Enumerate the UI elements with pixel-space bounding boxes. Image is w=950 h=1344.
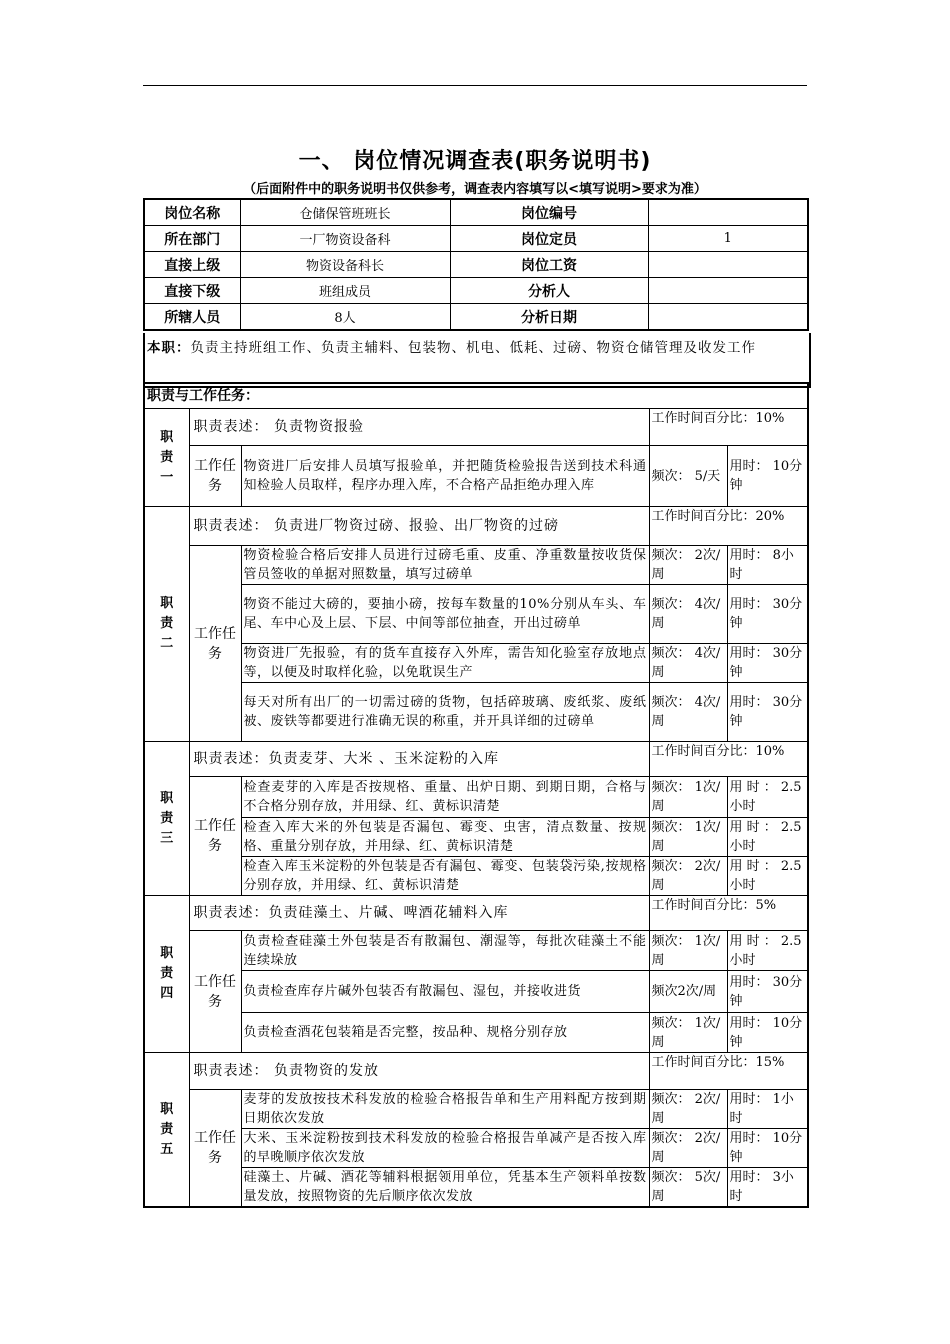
duty-name (144, 742, 189, 896)
work-task-label: 工作任务 (189, 546, 241, 742)
task-time: 用 时 ： 2.5小时 (727, 931, 808, 971)
task-description: 物资进厂先报验，有的货车直接存入外库，需告知化验室存放地点等，以便及时取样化验，以免耽误生产 (241, 644, 649, 683)
duty-name (144, 507, 189, 742)
page-subtitle: （后面附件中的职务说明书仅供参考，调查表内容填写以<填写说明>要求为准） (243, 182, 707, 197)
duty-statement: 职责表述：负责麦芽、大米 、玉米淀粉的入库 (189, 742, 649, 777)
task-time: 用时： 30分钟 (727, 971, 808, 1013)
task-time: 用时： 3小时 (727, 1168, 808, 1208)
task-description: 每天对所有出厂的一切需过磅的货物，包括碎玻璃、废纸浆、废纸被、废铁等都要进行准确无误的称重，并开具详细的过磅单 (241, 683, 649, 742)
duty-name (144, 896, 189, 1053)
task-time: 用时： 30分钟 (727, 644, 808, 683)
post-no-label: 岗位编号 (450, 199, 648, 226)
superior-value: 物资设备科长 (240, 252, 450, 278)
work-task-label: 工作任务 (189, 931, 241, 1053)
info-table (143, 198, 809, 331)
duty-name-char: 职 (160, 596, 174, 611)
task-time: 用 时 ： 2.5小时 (727, 777, 808, 818)
staffing-value: 1 (648, 226, 808, 252)
duty-name-char: 一 (160, 469, 174, 485)
duty-name-char: 责 (160, 966, 174, 981)
task-description: 负责检查硅藻土外包装是否有散漏包、潮湿等，每批次硅藻土不能连续垛放 (241, 931, 649, 971)
post-no-value (648, 199, 808, 226)
duty-name-char: 职 (160, 429, 174, 445)
task-time: 用时： 10分钟 (727, 1013, 808, 1053)
dept-label: 所在部门 (144, 226, 240, 252)
duty-section-header: 职责与工作任务： (144, 383, 808, 409)
task-description: 检查入库玉米淀粉的外包装是否有漏包、霉变、包装袋污染,按规格分别存放，并用绿、红、黄标识清楚 (241, 857, 649, 896)
task-description: 检查入库大米的外包装是否漏包、霉变、虫害，清点数量、按规格、重量分别存放，并用绿、红、黄标识清楚 (241, 818, 649, 857)
duty-name-char: 责 (160, 810, 174, 826)
analyst-value (648, 278, 808, 304)
task-description: 负责检查库存片碱外包装否有散漏包、湿包，并接收进货 (241, 971, 649, 1013)
duty-name-char: 五 (160, 1141, 174, 1157)
task-frequency: 频次： 1次/周 (649, 1013, 727, 1053)
duty-statement: 职责表述：负责硅藻土、片碱、啤酒花辅料入库 (189, 896, 649, 931)
work-task-label: 工作任务 (189, 1090, 241, 1208)
duty-name-char: 责 (160, 449, 174, 465)
task-description: 大米、玉米淀粉按到技术科发放的检验合格报告单减产是否按入库的早晚顺序依次发放 (241, 1129, 649, 1168)
work-time-percent: 工作时间百分比：15% (649, 1053, 808, 1090)
task-description: 麦芽的发放按技术科发放的检验合格报告单和生产用料配方按到期日期依次发放 (241, 1090, 649, 1129)
date-value (648, 304, 808, 331)
duty-name-char: 职 (160, 1101, 174, 1117)
task-description: 检查麦芽的入库是否按规格、重量、出炉日期、到期日期，合格与不合格分别存放，并用绿、红、黄标识清楚 (241, 777, 649, 818)
dept-value: 一厂物资设备科 (240, 226, 450, 252)
main-duty (143, 333, 811, 388)
work-time-percent: 工作时间百分比：5% (649, 896, 808, 931)
task-time: 用 时 ： 2.5小时 (727, 818, 808, 857)
staffing-label: 岗位定员 (450, 226, 648, 252)
task-description: 物资不能过大磅的，要抽小磅，按每车数量的10%分别从车头、车尾、车中心及上层、下层、中间等部位抽查，开出过磅单 (241, 585, 649, 644)
superior-label: 直接上级 (144, 252, 240, 278)
analyst-label: 分析人 (450, 278, 648, 304)
page-title: 一、 岗位情况调查表(职务说明书) (298, 149, 652, 174)
task-time: 用时： 8小时 (727, 546, 808, 585)
task-frequency: 频次： 1次/周 (649, 931, 727, 971)
duty-name-char: 责 (160, 1121, 174, 1137)
task-frequency: 频次： 2次/周 (649, 546, 727, 585)
task-time: 用时： 30分钟 (727, 585, 808, 644)
salary-value (648, 252, 808, 278)
date-label: 分析日期 (450, 304, 648, 331)
task-frequency: 频次： 2次/周 (649, 1129, 727, 1168)
duty-name-char: 责 (160, 616, 174, 631)
task-frequency: 频次： 4次/ 周 (649, 644, 727, 683)
staff-label: 所辖人员 (144, 304, 240, 331)
task-frequency: 频次： 4次/ 周 (649, 585, 727, 644)
main-duty-label: 本职： (147, 340, 191, 356)
duty-name-char: 职 (160, 790, 174, 806)
task-frequency: 频次： 1次/周 (649, 818, 727, 857)
duty-name-char: 四 (160, 986, 174, 1001)
task-frequency: 频次： 4次/ 周 (649, 683, 727, 742)
task-time: 用时： 1小时 (727, 1090, 808, 1129)
work-task-label: 工作任务 (189, 777, 241, 896)
task-frequency: 频次： 5次/周 (649, 1168, 727, 1208)
task-description: 物资进厂后安排人员填写报验单，并把随货检验报告送到技术科通知检验人员取样，程序办理入库，不合格产品拒绝办理入库 (241, 446, 649, 507)
task-description: 硅藻土、片碱、酒花等辅料根据领用单位，凭基本生产领料单按数量发放，按照物资的先后顺序依次发放 (241, 1168, 649, 1208)
task-time: 用 时 ： 2.5小时 (727, 857, 808, 896)
duty-name (144, 1053, 189, 1208)
task-frequency: 频次2次/周 (649, 971, 727, 1013)
task-description: 负责检查酒花包装箱是否完整，按品种、规格分别存放 (241, 1013, 649, 1053)
work-time-percent: 工作时间百分比：10% (649, 742, 808, 777)
task-time: 用时： 10分钟 (727, 446, 808, 507)
work-time-percent: 工作时间百分比：10% (649, 409, 808, 446)
duty-statement: 职责表述： 负责物资报验 (189, 409, 649, 446)
duty-name-char: 职 (160, 946, 174, 961)
subordinate-value: 班组成员 (240, 278, 450, 304)
work-time-percent: 工作时间百分比：20% (649, 507, 808, 546)
task-frequency: 频次： 1次/周 (649, 777, 727, 818)
post-name-value: 仓储保管班班长 (240, 199, 450, 226)
post-name-label: 岗位名称 (144, 199, 240, 226)
task-frequency: 频次： 2次/周 (649, 1090, 727, 1129)
duty-table (143, 382, 809, 1208)
task-description: 物资检验合格后安排人员进行过磅毛重、皮重、净重数量按收货保管员签收的单据对照数量，填写过磅单 (241, 546, 649, 585)
duty-statement: 职责表述： 负责物资的发放 (189, 1053, 649, 1090)
header-rule (143, 85, 807, 86)
task-time: 用时： 10分钟 (727, 1129, 808, 1168)
duty-name-char: 三 (160, 830, 174, 846)
work-task-label: 工作任务 (189, 446, 241, 507)
salary-label: 岗位工资 (450, 252, 648, 278)
task-frequency: 频次： 5/天 (649, 446, 727, 507)
duty-name-char: 二 (160, 636, 174, 651)
main-duty-text: 负责主持班组工作、负责主辅料、包装物、机电、低耗、过磅、物资仓储管理及收发工作 (190, 340, 756, 356)
task-frequency: 频次： 2次/ 周 (649, 857, 727, 896)
task-time: 用时： 30分钟 (727, 683, 808, 742)
subordinate-label: 直接下级 (144, 278, 240, 304)
duty-statement: 职责表述： 负责进厂物资过磅、报验、出厂物资的过磅 (189, 507, 649, 546)
staff-value: 8人 (240, 304, 450, 331)
duty-name (144, 409, 189, 507)
